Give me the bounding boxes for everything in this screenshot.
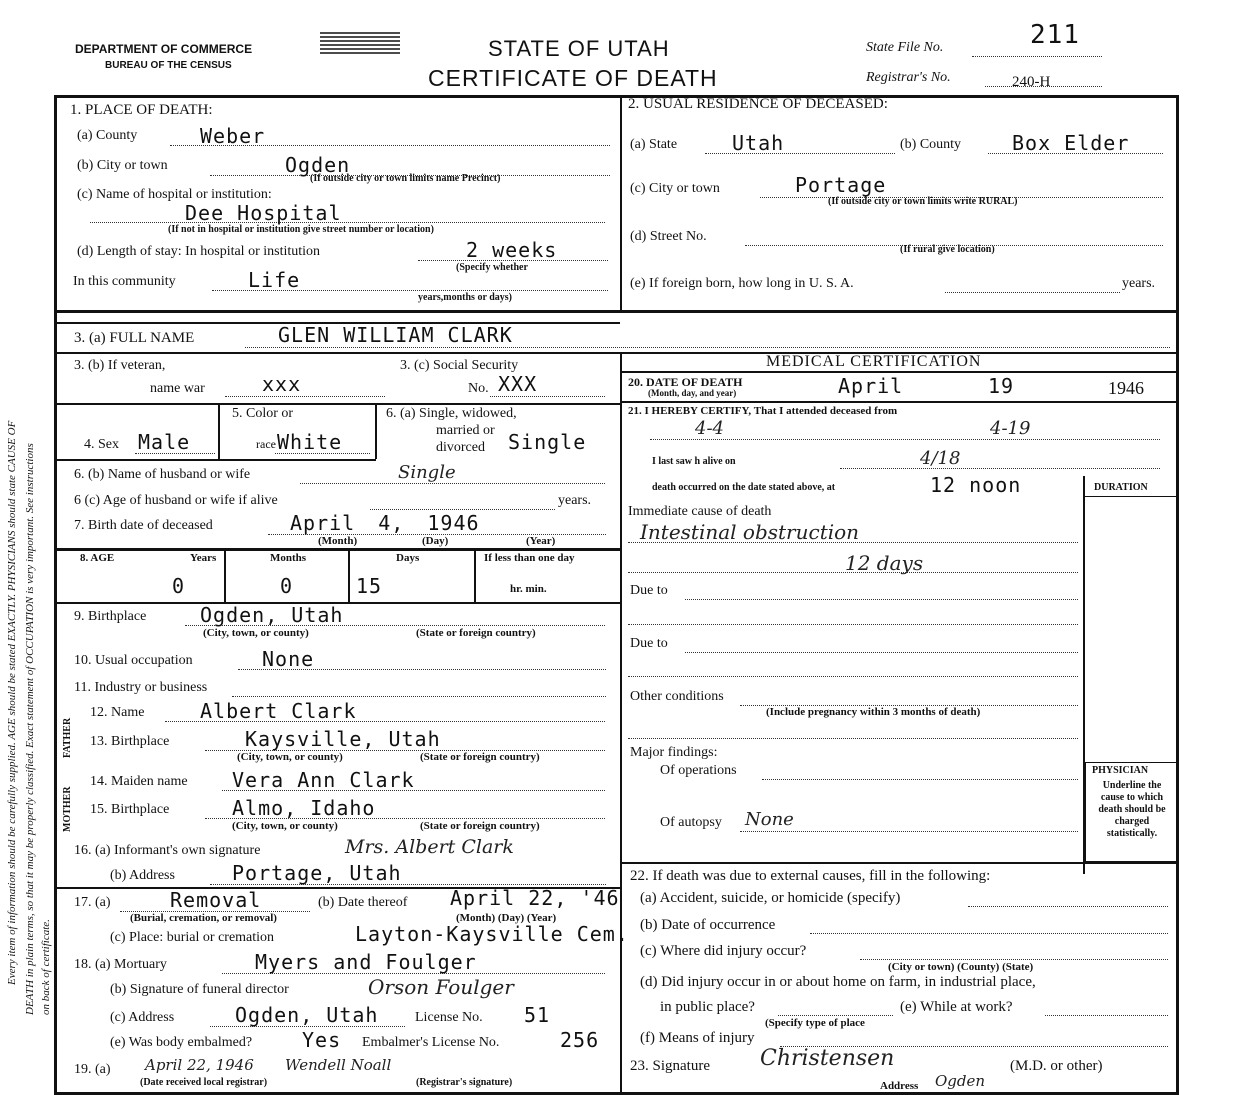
age-label: 8. AGE bbox=[80, 552, 115, 564]
registrar-number: 240-H bbox=[1012, 74, 1051, 90]
birthplace-city-note: (City, town, or county) bbox=[203, 627, 309, 639]
industry-label: 11. Industry or business bbox=[74, 680, 208, 695]
age-years-value: 0 bbox=[172, 574, 186, 598]
registrar-sig-note: (Registrar's signature) bbox=[416, 1077, 513, 1088]
from-date: 4-4 bbox=[695, 418, 724, 439]
mortuary-address-value: Ogden, Utah bbox=[235, 1003, 379, 1027]
spouse-value: Single bbox=[398, 462, 456, 483]
license-value: 51 bbox=[524, 1003, 551, 1027]
birth-label: 7. Birth date of deceased bbox=[74, 518, 213, 533]
side-instructions-3: on back of certificate. bbox=[40, 919, 52, 1015]
color-label: 5. Color or bbox=[232, 406, 294, 421]
where-note: (City or town) (County) (State) bbox=[888, 961, 1034, 973]
immediate-value: Intestinal obstruction bbox=[640, 520, 860, 544]
informant-address-value: Portage, Utah bbox=[232, 861, 402, 885]
certificate-title: CERTIFICATE OF DEATH bbox=[428, 65, 718, 91]
place-heading: 1. PLACE OF DEATH: bbox=[70, 102, 213, 118]
medical-heading: MEDICAL CERTIFICATION bbox=[766, 353, 982, 370]
mother-city-note: (City, town, or county) bbox=[232, 820, 338, 832]
date-thereof-label: (b) Date thereof bbox=[318, 895, 408, 910]
ss-value: XXX bbox=[498, 372, 538, 396]
age-days-value: 15 bbox=[356, 574, 383, 598]
birth-day-note: (Day) bbox=[422, 535, 449, 547]
side-instructions-1: Every item of information should be carefully supplied. AGE should be stated EXACTLY. PHYSICIANS should state CAUSE OF bbox=[6, 420, 18, 985]
city-label: (b) City or town bbox=[77, 158, 168, 173]
mortuary-address-label: (c) Address bbox=[110, 1010, 175, 1025]
res-city-note: (If outside city or town limits write RURAL) bbox=[828, 196, 1018, 207]
physician-label: PHYSICIAN bbox=[1092, 765, 1149, 776]
birth-value: April 4, 1946 bbox=[290, 511, 480, 535]
phys-address-label: Address bbox=[880, 1080, 919, 1092]
other-label: Other conditions bbox=[630, 689, 724, 704]
marital-label-3: divorced bbox=[436, 440, 485, 455]
immediate-label: Immediate cause of death bbox=[628, 504, 772, 519]
age-months-col: Months bbox=[270, 552, 307, 564]
last-saw-value: 4/18 bbox=[920, 448, 961, 469]
specify-note: (Specify whether bbox=[456, 262, 528, 273]
major-label: Major findings: bbox=[630, 745, 718, 760]
stay-label: (d) Length of stay: In hospital or institution bbox=[77, 244, 321, 259]
seal-stamp bbox=[320, 32, 400, 54]
county-value: Weber bbox=[200, 124, 266, 148]
residence-heading: 2. USUAL RESIDENCE OF DECEASED: bbox=[628, 96, 888, 112]
father-name-label: 12. Name bbox=[90, 705, 145, 720]
ss-no-label: No. bbox=[468, 381, 489, 396]
other-note: (Include pregnancy within 3 months of death) bbox=[766, 706, 981, 718]
certify-label: 21. I HEREBY CERTIFY, That I attended deceased from bbox=[628, 405, 898, 417]
spouse-age-label: 6 (c) Age of husband or wife if alive bbox=[74, 493, 278, 508]
dept-label: DEPARTMENT OF COMMERCE bbox=[75, 42, 253, 56]
emb-license-value: 256 bbox=[560, 1028, 600, 1052]
full-name-label: 3. (a) FULL NAME bbox=[74, 330, 195, 346]
informant-address-label: (b) Address bbox=[110, 868, 175, 883]
res-city-label: (c) City or town bbox=[630, 181, 720, 196]
dod-label: 20. DATE OF DEATH bbox=[628, 375, 743, 389]
public-label: in public place? bbox=[660, 999, 755, 1015]
mother-bp-label: 15. Birthplace bbox=[90, 802, 170, 817]
full-name-value: GLEN WILLIAM CLARK bbox=[278, 323, 513, 347]
state-file-label: State File No. bbox=[866, 40, 944, 55]
physician-signature: Christensen bbox=[760, 1046, 895, 1071]
mother-name-label: 14. Maiden name bbox=[90, 774, 188, 789]
res-county-label: (b) County bbox=[900, 137, 962, 152]
mother-name-value: Vera Ann Clark bbox=[232, 768, 415, 792]
race-value: White bbox=[277, 430, 343, 454]
birthplace-label: 9. Birthplace bbox=[74, 609, 147, 624]
city-value: Ogden bbox=[285, 153, 351, 177]
received-note: (Date received local registrar) bbox=[140, 1077, 268, 1088]
father-city-note: (City, town, or county) bbox=[237, 751, 343, 763]
ops-label: Of operations bbox=[660, 763, 737, 778]
mortuary-label: 18. (a) Mortuary bbox=[74, 957, 167, 972]
license-label: License No. bbox=[415, 1010, 483, 1025]
hospital-note: (If not in hospital or institution give street number or location) bbox=[168, 224, 434, 235]
age-hr-min: hr. min. bbox=[510, 583, 547, 595]
date-thereof-note: (Month) (Day) (Year) bbox=[456, 912, 557, 924]
marital-value: Single bbox=[508, 430, 587, 454]
means-label: (f) Means of injury bbox=[640, 1030, 755, 1046]
marital-label-1: 6. (a) Single, widowed, bbox=[386, 406, 517, 421]
occupation-value: None bbox=[262, 647, 315, 671]
mother-state-note: (State or foreign country) bbox=[420, 820, 540, 832]
foreign-years: years. bbox=[1122, 276, 1156, 291]
community-value: Life bbox=[248, 268, 301, 292]
embalmed-label: (e) Was body embalmed? bbox=[110, 1035, 253, 1050]
mother-tag: MOTHER bbox=[62, 786, 73, 832]
where-label: (c) Where did injury occur? bbox=[640, 943, 807, 959]
res-county-value: Box Elder bbox=[1012, 131, 1130, 155]
dod-day: 19 bbox=[988, 374, 1015, 398]
duration-value: 12 days bbox=[845, 551, 924, 575]
birthplace-value: Ogden, Utah bbox=[200, 603, 344, 627]
birth-month-note: (Month) bbox=[318, 535, 358, 547]
father-bp-label: 13. Birthplace bbox=[90, 734, 170, 749]
birth-year-note: (Year) bbox=[526, 535, 556, 547]
veteran-label: 3. (b) If veteran, bbox=[74, 358, 166, 373]
bureau-label: BUREAU OF THE CENSUS bbox=[105, 60, 232, 71]
sex-label: 4. Sex bbox=[84, 437, 119, 452]
dod-month: April bbox=[838, 374, 904, 398]
place-value: Layton-Kaysville Cem. bbox=[355, 922, 629, 946]
age-less-day: If less than one day bbox=[484, 552, 575, 564]
father-name-value: Albert Clark bbox=[200, 699, 357, 723]
marital-label-2: married or bbox=[436, 423, 495, 438]
spouse-age-years: years. bbox=[558, 493, 592, 508]
res-state-value: Utah bbox=[732, 131, 785, 155]
street-note: (If rural give location) bbox=[900, 244, 995, 255]
work-label: (e) While at work? bbox=[900, 999, 1013, 1015]
registrar-signature: Wendell Noall bbox=[285, 1056, 392, 1074]
state-title: STATE OF UTAH bbox=[488, 36, 670, 61]
signature-label: 23. Signature bbox=[630, 1058, 710, 1074]
occurred-label: death occurred on the date stated above, at bbox=[652, 482, 836, 493]
dod-year: 1946 bbox=[1108, 378, 1144, 398]
due-to-1: Due to bbox=[630, 583, 668, 598]
race-label: race bbox=[256, 437, 276, 451]
mother-bp-value: Almo, Idaho bbox=[232, 796, 376, 820]
ss-label: 3. (c) Social Security bbox=[400, 358, 519, 373]
res-state-label: (a) State bbox=[630, 137, 678, 152]
sex-value: Male bbox=[138, 430, 191, 454]
mortuary-value: Myers and Foulger bbox=[255, 950, 477, 974]
removal-label: 17. (a) bbox=[74, 895, 111, 910]
spouse-label: 6. (b) Name of husband or wife bbox=[74, 467, 251, 482]
registrar-label: Registrar's No. bbox=[866, 70, 951, 85]
foreign-label: (e) If foreign born, how long in U. S. A. bbox=[630, 276, 854, 291]
city-note: (If outside city or town limits name Precinct) bbox=[310, 173, 501, 184]
age-years-col: Years bbox=[190, 552, 217, 564]
community-note: years,months or days) bbox=[418, 292, 512, 303]
received-label: 19. (a) bbox=[74, 1062, 111, 1077]
embalmed-value: Yes bbox=[302, 1028, 342, 1052]
hospital-label: (c) Name of hospital or institution: bbox=[77, 187, 272, 202]
last-saw-label: I last saw h alive on bbox=[652, 456, 736, 467]
autopsy-label: Of autopsy bbox=[660, 815, 722, 830]
autopsy-value: None bbox=[745, 809, 794, 830]
place-label: (c) Place: burial or cremation bbox=[110, 930, 275, 945]
removal-value: Removal bbox=[170, 888, 262, 912]
underline-note: Underline the cause to which death should be charged statistically. bbox=[1098, 780, 1166, 839]
occupation-label: 10. Usual occupation bbox=[74, 653, 193, 668]
father-state-note: (State or foreign country) bbox=[420, 751, 540, 763]
removal-note: (Burial, cremation, or removal) bbox=[130, 912, 277, 924]
director-value: Orson Foulger bbox=[368, 975, 514, 999]
war-label: name war bbox=[150, 381, 205, 396]
time-value: 12 noon bbox=[930, 473, 1022, 497]
emb-license-label: Embalmer's License No. bbox=[362, 1035, 500, 1050]
duration-label: DURATION bbox=[1094, 482, 1148, 493]
due-to-2: Due to bbox=[630, 636, 668, 651]
stay-value: 2 weeks bbox=[466, 238, 558, 262]
father-tag: FATHER bbox=[62, 717, 73, 758]
birthplace-state-note: (State or foreign country) bbox=[416, 627, 536, 639]
street-label: (d) Street No. bbox=[630, 229, 707, 244]
type-note: (Specify type of place bbox=[765, 1017, 865, 1029]
age-months-value: 0 bbox=[280, 574, 294, 598]
to-date: 4-19 bbox=[990, 418, 1031, 439]
director-label: (b) Signature of funeral director bbox=[110, 982, 289, 997]
accident-label: (a) Accident, suicide, or homicide (specify) bbox=[640, 890, 901, 906]
external-label: 22. If death was due to external causes, fill in the following: bbox=[630, 868, 991, 884]
hospital-value: Dee Hospital bbox=[185, 201, 342, 225]
md-label: (M.D. or other) bbox=[1010, 1058, 1103, 1074]
community-label: In this community bbox=[73, 274, 176, 289]
age-days-col: Days bbox=[396, 552, 420, 564]
phys-address-value: Ogden bbox=[935, 1072, 986, 1090]
date-thereof-value: April 22, '46 bbox=[450, 886, 620, 910]
informant-label: 16. (a) Informant's own signature bbox=[74, 843, 261, 858]
dod-note: (Month, day, and year) bbox=[648, 388, 737, 398]
informant-value: Mrs. Albert Clark bbox=[345, 836, 514, 858]
father-bp-value: Kaysville, Utah bbox=[245, 727, 441, 751]
farm-label: (d) Did injury occur in or about home on farm, in industrial place, bbox=[640, 974, 1036, 990]
side-instructions-2: DEATH in plain terms, so that it may be properly classified. Exact statement of OCCUPATION is very important. See instructions bbox=[24, 443, 36, 1015]
county-label: (a) County bbox=[77, 128, 138, 143]
occurrence-label: (b) Date of occurrence bbox=[640, 917, 776, 933]
res-city-value: Portage bbox=[795, 173, 887, 197]
received-value: April 22, 1946 bbox=[145, 1056, 254, 1074]
war-value: xxx bbox=[262, 372, 302, 396]
state-file-number: 211 bbox=[1030, 20, 1080, 50]
